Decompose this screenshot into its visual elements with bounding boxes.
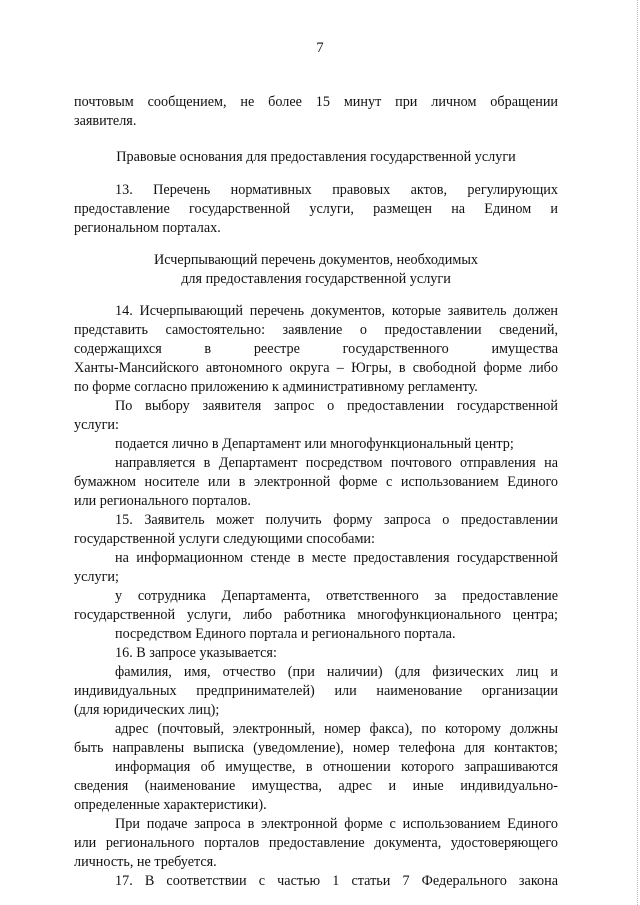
text-line: направляется в Департамент посредством почтового отправления на <box>115 455 558 471</box>
text-line: посредством Единого портала и регионального портала. <box>115 626 456 642</box>
text-line: у сотрудника Департамента, ответственного за предоставление <box>115 588 558 604</box>
text-line: услуги; <box>74 569 119 585</box>
text-line: бумажном носителе или в электронной форме с использованием Единого <box>74 474 558 490</box>
text-line: 16. В запросе указывается: <box>115 645 277 661</box>
page-number: 7 <box>316 40 324 56</box>
text-line: государственной услуги следующими способами: <box>74 531 375 547</box>
text-line: При подаче запроса в электронной форме с использованием Единого <box>115 816 558 832</box>
margin-rule <box>636 0 638 905</box>
text-line: заявителя. <box>74 113 137 129</box>
text-line: Ханты-Мансийского автономного округа – Югры, в свободной форме либо <box>74 360 558 376</box>
text-line: 14. Исчерпывающий перечень документов, которые заявитель должен <box>115 303 558 319</box>
text-line: предоставление государственной услуги, размещен на Едином и <box>74 201 558 217</box>
text-line: адрес (почтовый, электронный, номер факса), по которому должны <box>115 721 558 737</box>
text-line: 15. Заявитель может получить форму запроса о предоставлении <box>115 512 558 528</box>
text-line: государственной услуги, либо работника многофункционального центра; <box>74 607 558 623</box>
text-line: сведения (наименование имущества, адрес и иные индивидуально- <box>74 778 558 794</box>
section-heading-line: Исчерпывающий перечень документов, необходимых <box>154 252 478 268</box>
text-line: почтовым сообщением, не более 15 минут при личном обращении <box>74 94 558 110</box>
text-line: По выбору заявителя запрос о предоставлении государственной <box>115 398 558 414</box>
text-line: представить самостоятельно: заявление о предоставлении сведений, <box>74 322 558 338</box>
text-line: 13. Перечень нормативных правовых актов, регулирующих <box>115 182 558 198</box>
text-line: услуги: <box>74 417 119 433</box>
text-line: по форме согласно приложению к административному регламенту. <box>74 379 478 395</box>
text-line: индивидуальных предпринимателей) или наименование организации <box>74 683 558 699</box>
text-line: информация об имуществе, в отношении которого запрашиваются <box>115 759 558 775</box>
text-line: региональном порталах. <box>74 220 221 236</box>
section-heading-line: для предоставления государственной услуги <box>181 271 451 287</box>
text-line: на информационном стенде в месте предоставления государственной <box>115 550 558 566</box>
text-line: или регионального порталов. <box>74 493 251 509</box>
section-heading-line: Правовые основания для предоставления государственной услуги <box>116 149 516 165</box>
text-line: (для юридических лиц); <box>74 702 220 718</box>
text-line: фамилия, имя, отчество (при наличии) (для физических лиц и <box>115 664 558 680</box>
text-line: содержащихся в реестре государственного имущества <box>74 341 558 357</box>
text-line: быть направлены выписка (уведомление), номер телефона для контактов; <box>74 740 558 756</box>
text-line: или регионального порталов предоставление документа, удостоверяющего <box>74 835 558 851</box>
text-line: личность, не требуется. <box>74 854 217 870</box>
text-line: подается лично в Департамент или многофункциональный центр; <box>115 436 514 452</box>
text-line: определенные характеристики). <box>74 797 267 813</box>
text-line: 17. В соответствии с частью 1 статьи 7 Федерального закона <box>115 873 558 889</box>
